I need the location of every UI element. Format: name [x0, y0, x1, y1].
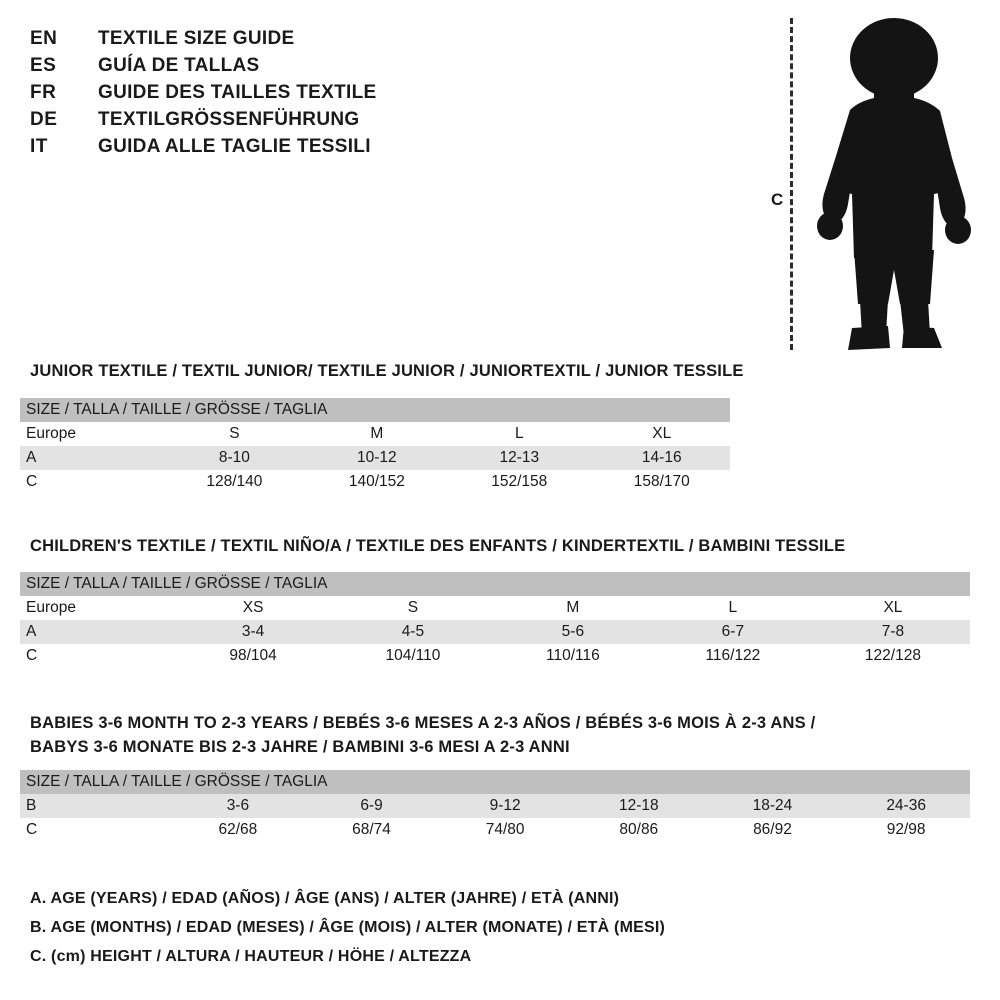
section-title-junior: JUNIOR TEXTILE / TEXTIL JUNIOR/ TEXTILE JUNIOR / JUNIORTEXTIL / JUNIOR TESSILE [30, 362, 744, 380]
row-value: S [330, 596, 490, 620]
row-label: C [20, 818, 168, 842]
row-value: 24-36 [836, 794, 970, 818]
row-value: 8-10 [160, 446, 302, 470]
row-value: 140/152 [303, 470, 445, 494]
language-code: IT [30, 136, 48, 157]
row-value: 158/170 [588, 470, 731, 494]
row-value: 5-6 [490, 620, 650, 644]
language-code: DE [30, 109, 58, 130]
row-value: 92/98 [836, 818, 970, 842]
row-value: XL [810, 596, 970, 620]
language-row-en [30, 28, 450, 50]
section-title-children: CHILDREN'S TEXTILE / TEXTIL NIÑO/A / TEXTILE DES ENFANTS / KINDERTEXTIL / BAMBINI TESSILE [30, 537, 846, 555]
height-measure-label: C [768, 188, 786, 212]
row-value: 68/74 [302, 818, 436, 842]
section-title-babies-line1: BABIES 3-6 MONTH TO 2-3 YEARS / BEBÉS 3-6 MESES A 2-3 AÑOS / BÉBÉS 3-6 MOIS À 2-3 ANS / [30, 714, 816, 732]
table-row [20, 620, 970, 644]
legend-item-c: C. (cm) HEIGHT / ALTURA / HAUTEUR / HÖHE / ALTEZZA [30, 948, 472, 965]
row-value: 12-18 [569, 794, 703, 818]
table-head-row [20, 770, 970, 794]
row-label: Europe [20, 596, 170, 620]
row-value: 6-9 [302, 794, 436, 818]
row-value: 152/158 [445, 470, 587, 494]
row-value: L [650, 596, 810, 620]
row-label: B [20, 794, 168, 818]
language-row-it [30, 136, 450, 158]
row-value: M [490, 596, 650, 620]
row-value: 6-7 [650, 620, 810, 644]
row-value: 116/122 [650, 644, 810, 668]
height-measure-figure [740, 10, 990, 360]
row-value: 110/116 [490, 644, 650, 668]
row-value: 12-13 [445, 446, 587, 470]
table-head-label: SIZE / TALLA / TAILLE / GRÖSSE / TAGLIA [20, 770, 970, 794]
row-value: 80/86 [569, 818, 703, 842]
table-head-row [20, 572, 970, 596]
table-head-label: SIZE / TALLA / TAILLE / GRÖSSE / TAGLIA [20, 572, 970, 596]
row-value: 98/104 [170, 644, 330, 668]
row-value: XS [170, 596, 330, 620]
table-row [20, 794, 970, 818]
children-size-table [20, 572, 970, 668]
language-row-fr [30, 82, 450, 104]
height-dashed-line [790, 18, 793, 350]
language-row-de [30, 109, 450, 131]
legend-item-a: A. AGE (YEARS) / EDAD (AÑOS) / ÂGE (ANS) / ALTER (JAHRE) / ETÀ (ANNI) [30, 890, 620, 907]
row-value: 18-24 [703, 794, 837, 818]
row-value: 4-5 [330, 620, 490, 644]
row-value: 122/128 [810, 644, 970, 668]
language-title: TEXTILGRÖSSENFÜHRUNG [98, 109, 360, 130]
row-value: 14-16 [588, 446, 731, 470]
row-value: S [160, 422, 302, 446]
row-value: 9-12 [435, 794, 569, 818]
table-head-row [20, 398, 730, 422]
language-code: EN [30, 28, 58, 49]
row-label: Europe [20, 422, 160, 446]
language-title-block [30, 28, 450, 163]
row-label: C [20, 470, 160, 494]
row-value: 74/80 [435, 818, 569, 842]
child-silhouette-icon [802, 18, 982, 358]
table-row [20, 644, 970, 668]
row-value: 7-8 [810, 620, 970, 644]
section-title-babies [30, 712, 970, 760]
row-value: 62/68 [168, 818, 302, 842]
language-title: TEXTILE SIZE GUIDE [98, 28, 295, 49]
language-title: GUIDA ALLE TAGLIE TESSILI [98, 136, 371, 157]
row-value: L [445, 422, 587, 446]
row-value: 10-12 [303, 446, 445, 470]
babies-size-table [20, 770, 970, 842]
section-title-babies-line2: BABYS 3-6 MONATE BIS 2-3 JAHRE / BAMBINI 3-6 MESI A 2-3 ANNI [30, 737, 570, 756]
row-label: A [20, 446, 160, 470]
language-title: GUIDE DES TAILLES TEXTILE [98, 82, 377, 103]
language-code: ES [30, 55, 57, 76]
table-row [20, 422, 730, 446]
language-row-es [30, 55, 450, 77]
table-row [20, 596, 970, 620]
row-value: 86/92 [703, 818, 837, 842]
row-label: A [20, 620, 170, 644]
language-title: GUÍA DE TALLAS [98, 55, 260, 76]
row-value: 128/140 [160, 470, 302, 494]
table-head-label: SIZE / TALLA / TAILLE / GRÖSSE / TAGLIA [20, 398, 730, 422]
language-code: FR [30, 82, 57, 103]
junior-size-table [20, 398, 730, 494]
row-label: C [20, 644, 170, 668]
legend-block [30, 890, 665, 977]
row-value: 3-6 [168, 794, 302, 818]
table-row [20, 818, 970, 842]
row-value: 3-4 [170, 620, 330, 644]
row-value: 104/110 [330, 644, 490, 668]
table-row [20, 470, 730, 494]
table-row [20, 446, 730, 470]
legend-item-b: B. AGE (MONTHS) / EDAD (MESES) / ÂGE (MOIS) / ALTER (MONATE) / ETÀ (MESI) [30, 919, 666, 936]
row-value: XL [588, 422, 731, 446]
row-value: M [303, 422, 445, 446]
